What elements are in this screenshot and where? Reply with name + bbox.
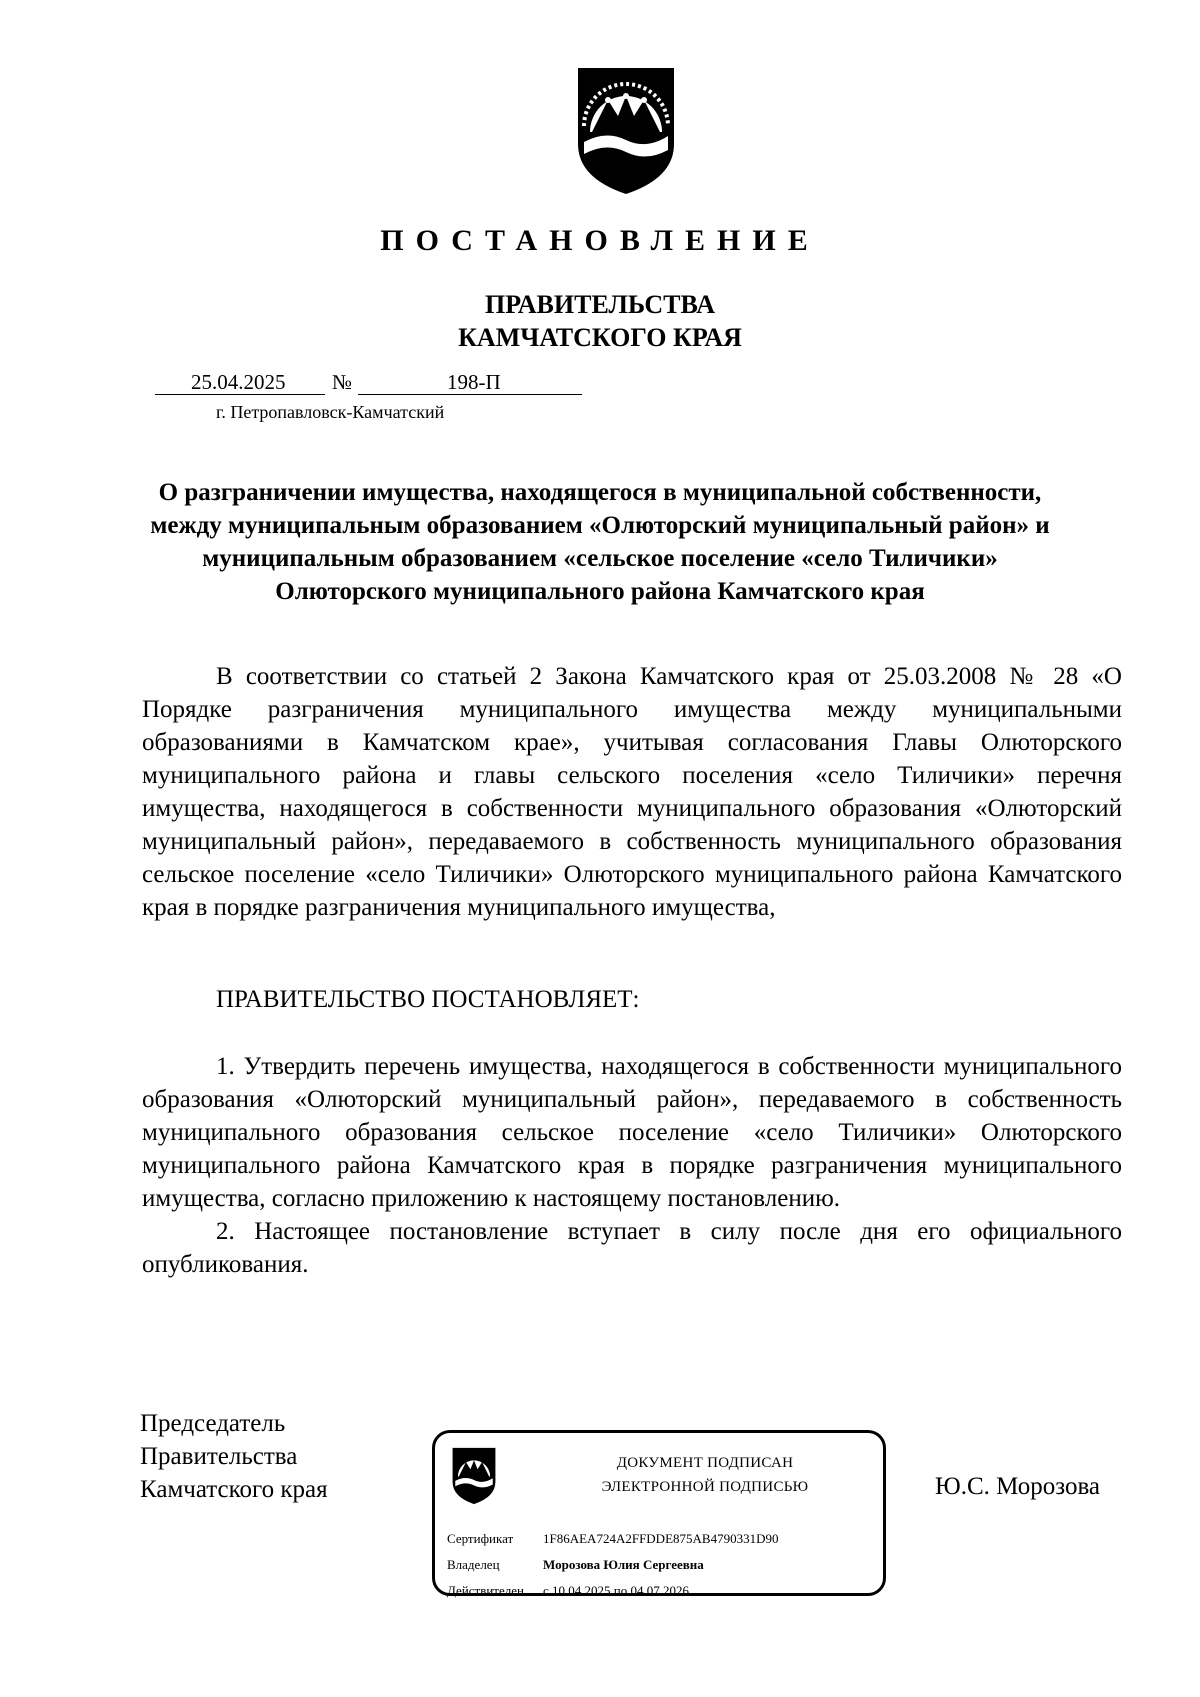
owner-value: Морозова Юлия Сергеевна xyxy=(543,1557,704,1572)
certificate-value: 1F86AEA724A2FFDDE875AB4790331D90 xyxy=(543,1531,779,1546)
signatory-title-line-1: Председатель xyxy=(140,1410,286,1437)
city: г. Петропавловск-Камчатский xyxy=(216,402,445,422)
stamp-heading xyxy=(525,1451,885,1499)
coat-of-arms-emblem xyxy=(576,66,676,196)
validity-label: Действителен xyxy=(447,1583,524,1598)
document-date: 25.04.2025 xyxy=(191,370,286,394)
owner-row xyxy=(447,1557,704,1573)
authority-line-2: КАМЧАТСКОГО КРАЯ xyxy=(458,323,742,352)
document-type: ПОСТАНОВЛЕНИЕ xyxy=(380,224,820,257)
stamp-heading-line-1: ДОКУМЕНТ ПОДПИСАН xyxy=(616,1455,794,1471)
signatory-title-line-2: Правительства xyxy=(140,1443,298,1470)
item-2: 2. Настоящее постановление вступает в силу после дня его официального опубликования. xyxy=(142,1218,1122,1278)
resolution-items xyxy=(142,1050,1122,1281)
authority-line-1: ПРАВИТЕЛЬСТВА xyxy=(485,290,715,319)
certificate-row xyxy=(447,1531,778,1547)
preamble xyxy=(142,660,1122,924)
issuing-authority xyxy=(0,288,1200,354)
item-1: 1. Утвердить перечень имущества, находящегося в собственности муниципального образования «Олюторский муниципальный район», передаваемого в собственность муниципального образования сельское поселение «село Тиличики» Олюторского муниципального района Камчатского края в порядке разграничения муниципального имущества, согласно приложению к настоящему постановлению. xyxy=(142,1053,1122,1212)
certificate-label: Сертификат xyxy=(447,1531,514,1546)
owner-label: Владелец xyxy=(447,1557,500,1572)
document-title: О разграничении имущества, находящегося в муниципальной собственности, между муниципальным образованием «Олюторский муниципальный район» и муниципальным образованием «сельское поселение «село Тиличики» Олюторского муниципального района Камчатского края xyxy=(150,479,1050,605)
number-sign: № xyxy=(332,370,353,394)
preamble-paragraph: В соответствии со статьей 2 Закона Камчатского края от 25.03.2008 № 28 «О Порядке разграничения муниципального имущества между муниципальными образованиями в Камчатском крае», учитывая согласования Главы Олюторского муниципального района и главы сельского поселения «село Тиличики» перечня имущества, находящегося в собственности муниципального образования «Олюторский муниципальный район», передаваемого в собственность муниципального образования сельское поселение «село Тиличики» Олюторского муниципального района Камчатского края в порядке разграничения муниципального имущества, xyxy=(142,663,1122,921)
validity-row xyxy=(447,1583,689,1599)
signatory-name: Ю.С. Морозова xyxy=(935,1473,1101,1500)
stamp-heading-line-2: ЭЛЕКТРОННОЙ ПОДПИСЬЮ xyxy=(601,1479,809,1495)
decree-statement: ПРАВИТЕЛЬСТВО ПОСТАНОВЛЯЕТ: xyxy=(216,986,640,1013)
electronic-signature-stamp xyxy=(432,1430,886,1596)
document-number: 198-П xyxy=(447,370,501,394)
signatory-title xyxy=(140,1407,328,1506)
signatory-title-line-3: Камчатского края xyxy=(140,1476,328,1503)
validity-value: с 10.04.2025 по 04.07.2026 xyxy=(543,1583,689,1598)
date-number-line xyxy=(155,370,582,396)
stamp-emblem-icon xyxy=(451,1447,497,1505)
